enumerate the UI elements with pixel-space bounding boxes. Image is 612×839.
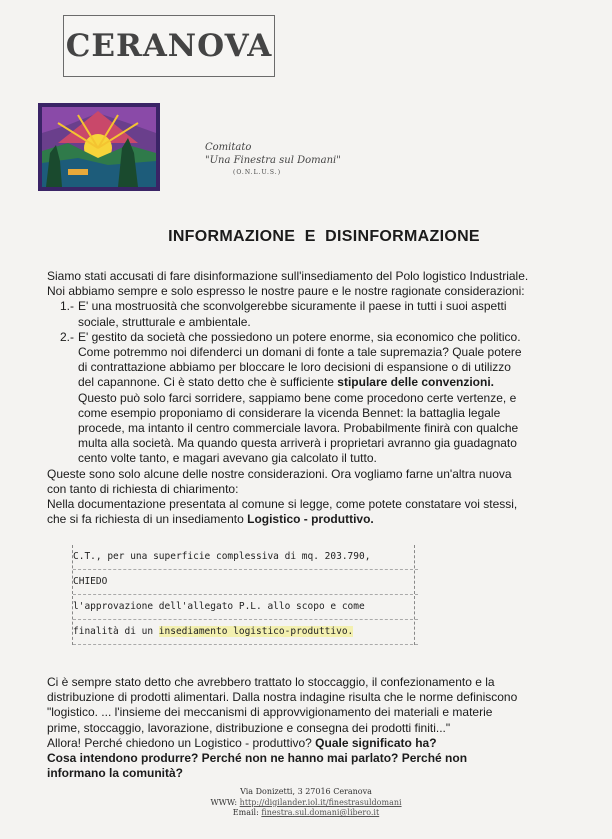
bold-phrase: Quale significato ha? <box>315 735 437 750</box>
committee-line1: Comitato <box>205 142 252 153</box>
paragraph-line: "logistico. ... l'insieme dei meccanismi di approvvigionamento dei materiali e materie <box>47 705 493 720</box>
sunrise-painting-image <box>38 103 160 191</box>
bold-question-line: informano la comunità? <box>47 766 184 781</box>
list-item-text: Come potremmo noi difenderci un domani di fonte a tale supremazia? Quale potere <box>78 345 522 360</box>
list-item-text: multa alla società. Ma quando questa arriverà i proprietari avranno gia guadagnato <box>78 436 517 451</box>
ceranova-logo: CERANOVA <box>65 28 273 64</box>
paragraph-line: Nella documentazione presentata al comune si legge, come potete constatare voi stessi, <box>47 497 518 512</box>
ceranova-logo-box <box>63 15 275 77</box>
list-item-number: 1.- <box>59 299 74 314</box>
highlighted-phrase: insediamento logistico-produttivo. <box>158 626 354 637</box>
list-item-text: cento volte tanto, e magari avevano gia calcolato il tutto. <box>78 451 377 466</box>
website-link[interactable]: http://digilander.iol.it/finestrasuldomani <box>239 797 402 807</box>
excerpt-line: CHIEDO <box>73 570 418 595</box>
list-item-text: E' una mostruosità che sconvolgerebbe sicuramente il paese in tutti i suoi aspetti <box>78 299 507 314</box>
list-item <box>47 299 587 329</box>
bold-phrase: stipulare delle convenzioni. <box>337 375 494 390</box>
excerpt-line: C.T., per una superficie complessiva di mq. 203.790, <box>73 545 418 570</box>
email-link[interactable]: finestra.sul.domani@libero.it <box>261 808 380 817</box>
intro-line: Noi abbiamo sempre e solo espresso le nostre paure e le nostre ragionate considerazioni: <box>47 284 525 299</box>
list-item-text: procede, ma intanto il centro commerciale lavora. Probabilmente finirà con qualche <box>78 421 519 436</box>
list-item <box>47 330 587 467</box>
footer <box>0 787 612 819</box>
page-title: INFORMAZIONE E DISINFORMAZIONE <box>168 228 480 245</box>
paragraph-line: Allora! Perché chiedono un Logistico - produttivo? Quale significato ha? <box>47 735 437 750</box>
committee-label <box>205 142 341 179</box>
footer-email: Email: finestra.sul.domani@libero.it <box>232 808 380 817</box>
document-excerpt <box>73 545 418 645</box>
list-item-text: di contrattazione abbiamo per bloccare le loro decisioni di espansione o di utilizzo <box>78 360 511 375</box>
list-item-text: del capannone. Ci è stato detto che è sufficiente stipulare delle convenzioni. <box>78 375 494 390</box>
paragraph-line: Ci è sempre stato detto che avrebbero trattato lo stoccaggio, il confezionamento e la <box>47 675 495 689</box>
bold-question-line: Cosa intendono produrre? Perché non ne hanno mai parlato? Perché non <box>47 751 468 766</box>
list-item-text: Questo può solo farci sorridere, sappiamo bene come procedono certe vertenze, e <box>78 390 517 405</box>
list-item-text: sociale, strutturale e ambientale. <box>78 314 251 329</box>
bold-phrase: Logistico - produttivo. <box>247 512 374 527</box>
committee-onlus: (O.N.L.U.S.) <box>233 169 282 176</box>
list-item-number: 2.- <box>59 329 74 344</box>
paragraph-line: che si fa richiesta di un insediamento Logistico - produttivo. <box>47 512 374 527</box>
list-item-text: E' gestito da società che possiedono un potere enorme, sia economico che politico. <box>78 329 521 344</box>
considerations-list <box>47 299 587 466</box>
footer-website: WWW: http://digilander.iol.it/finestrasuldomani <box>210 797 402 807</box>
paragraph-line: con tanto di richiesta di chiarimento: <box>47 481 239 496</box>
intro-line: Siamo stati accusati di fare disinformazione sull'insediamento del Polo logistico Industriale. <box>47 269 529 283</box>
paragraph-line: Queste sono solo alcune delle nostre considerazioni. Ora vogliamo farne un'altra nuova <box>47 466 512 481</box>
body-section-1 <box>47 269 587 527</box>
list-item-text: come esempio proponiamo di considerare la vicenda Bennet: la battaglia legale <box>78 405 501 420</box>
committee-name: "Una Finestra sul Domani" <box>205 155 341 166</box>
paragraph-line: distribuzione di prodotti alimentari. Dalla nostra indagine risulta che le norme definiscono <box>47 690 518 705</box>
body-section-2 <box>47 675 587 781</box>
footer-address: Via Donizetti, 3 27016 Ceranova <box>240 787 372 796</box>
paragraph-line: prime, stoccaggio, lavorazione, distribuzione e consegna dei prodotti finiti..." <box>47 720 451 735</box>
excerpt-line: finalità di un insediamento logistico-produttivo. <box>73 620 418 645</box>
excerpt-line: l'approvazione dell'allegato P.L. allo scopo e come <box>73 595 418 620</box>
